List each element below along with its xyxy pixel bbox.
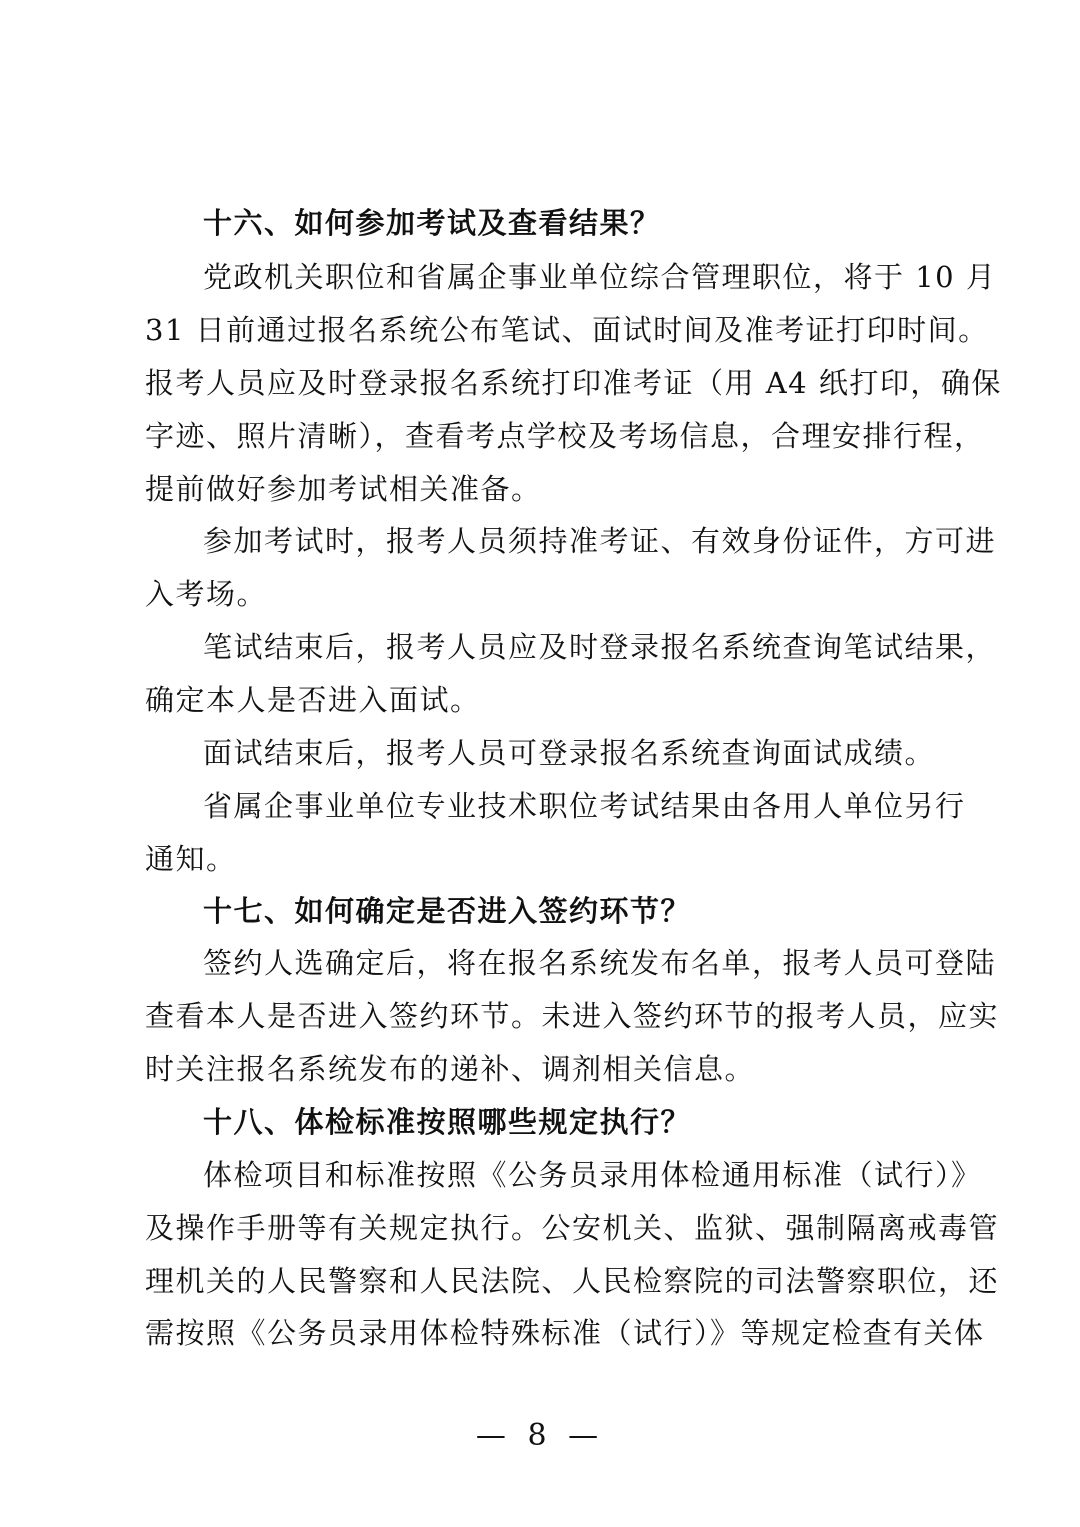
paragraph-line: 通知。 xyxy=(145,842,237,876)
paragraph-line: 签约人选确定后，将在报名系统发布名单，报考人员可登陆 xyxy=(203,946,997,980)
paragraph-line: 字迹、照片清晰），查看考点学校及考场信息，合理安排行程， xyxy=(145,419,985,453)
paragraph-line: 体检项目和标准按照《公务员录用体检通用标准（试行）》 xyxy=(203,1158,982,1192)
paragraph-line: 省属企事业单位专业技术职位考试结果由各用人单位另行 xyxy=(203,789,966,823)
paragraph-line: 确定本人是否进入面试。 xyxy=(145,683,481,717)
paragraph-line: 参加考试时，报考人员须持准考证、有效身份证件，方可进 xyxy=(203,524,997,558)
paragraph-line: 及操作手册等有关规定执行。公安机关、监狱、强制隔离戒毒管 xyxy=(145,1211,1000,1245)
paragraph-line: 入考场。 xyxy=(145,577,268,611)
heading-section-18: 十八、体检标准按照哪些规定执行？ xyxy=(203,1105,692,1139)
paragraph-line: 笔试结束后，报考人员应及时登录报名系统查询笔试结果， xyxy=(203,630,997,664)
heading-section-16: 十六、如何参加考试及查看结果？ xyxy=(203,206,661,240)
heading-section-17: 十七、如何确定是否进入签约环节？ xyxy=(203,894,692,928)
paragraph-line: 时关注报名系统发布的递补、调剂相关信息。 xyxy=(145,1052,756,1086)
paragraph-line: 31 日前通过报名系统公布笔试、面试时间及准考证打印时间。 xyxy=(145,313,989,347)
paragraph-line: 报考人员应及时登录报名系统打印准考证（用 A4 纸打印，确保 xyxy=(145,366,1002,400)
paragraph-line: 需按照《公务员录用体检特殊标准（试行）》等规定检查有关体 xyxy=(145,1316,985,1350)
page-number: — 8 — xyxy=(475,1418,605,1453)
paragraph-line: 理机关的人民警察和人民法院、人民检察院的司法警察职位，还 xyxy=(145,1264,1000,1298)
paragraph-line: 提前做好参加考试相关准备。 xyxy=(145,472,542,506)
paragraph-line: 查看本人是否进入签约环节。未进入签约环节的报考人员，应实 xyxy=(145,999,1000,1033)
paragraph-line: 党政机关职位和省属企事业单位综合管理职位，将于 10 月 xyxy=(203,260,997,294)
paragraph-line: 面试结束后，报考人员可登录报名系统查询面试成绩。 xyxy=(203,736,936,770)
